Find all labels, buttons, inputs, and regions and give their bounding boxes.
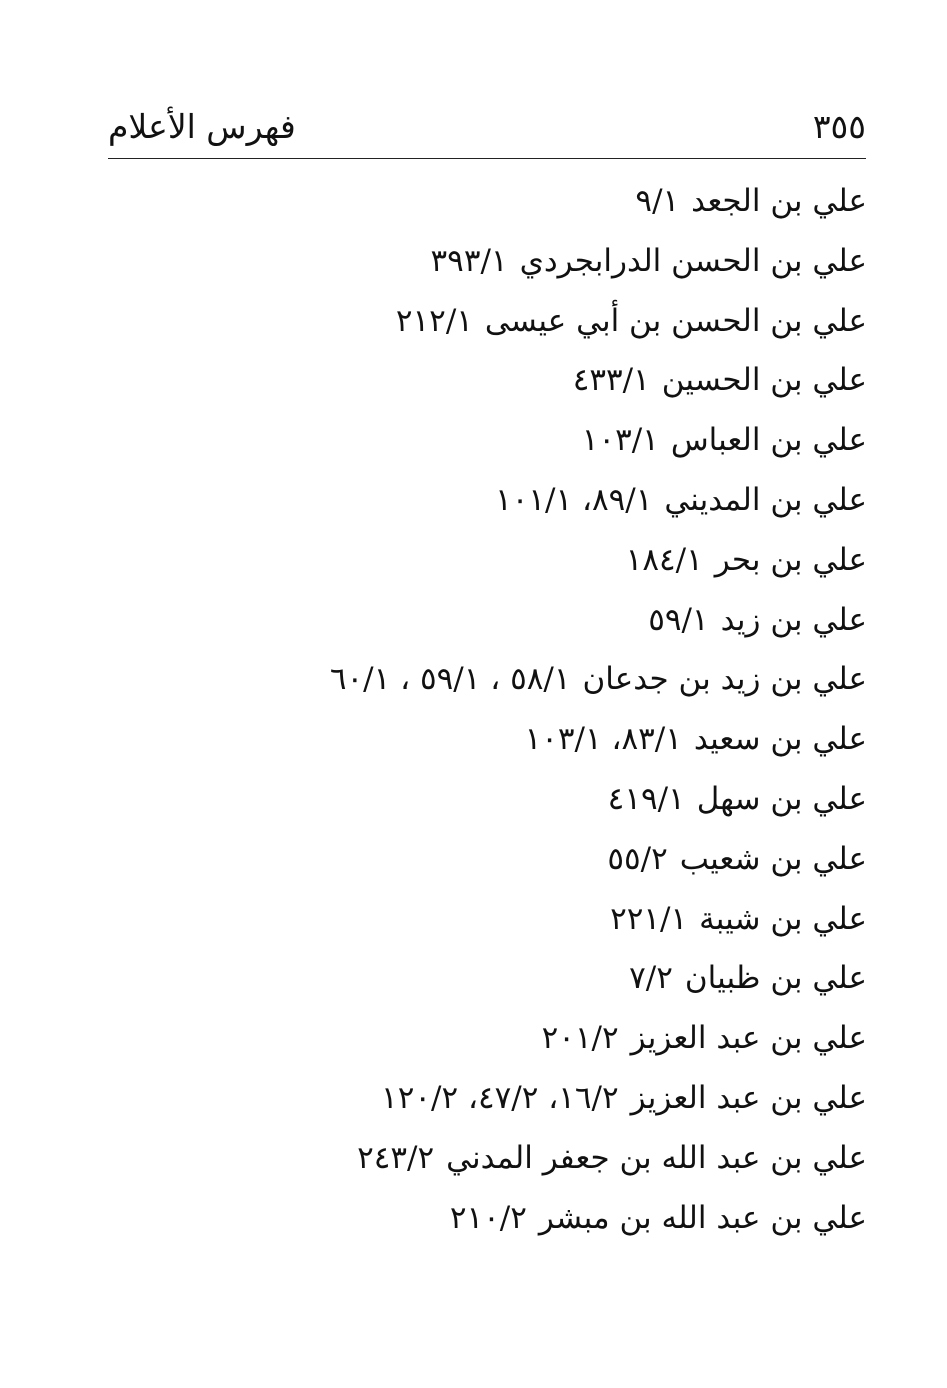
entry-name: علي بن عبد الله بن مبشر <box>538 1199 867 1236</box>
index-entry <box>107 292 867 352</box>
entry-name: علي بن سهل <box>696 780 867 817</box>
entry-refs: ١٦/٢، ٤٧/٢، ١٢٠/٢ <box>381 1079 619 1116</box>
index-entry <box>107 471 867 531</box>
index-entry <box>107 770 867 830</box>
entry-name: علي بن عبد العزيز <box>630 1020 867 1057</box>
entry-refs: ٩/١ <box>635 183 680 219</box>
entry-refs: ٨٣/١، ١٠٣/١ <box>524 721 682 758</box>
index-entry <box>107 650 867 710</box>
index-entry <box>107 351 867 411</box>
index-entry <box>107 1009 867 1069</box>
header-rule <box>108 158 866 159</box>
index-entry <box>107 411 867 471</box>
index-entry <box>107 232 867 292</box>
entry-refs: ٢١٠/٢ <box>449 1199 527 1236</box>
entry-refs: ٢٠١/٢ <box>541 1020 619 1057</box>
entry-name: علي بن بحر <box>714 541 867 578</box>
entry-refs: ٢٢١/١ <box>610 900 688 937</box>
entry-refs: ٢١٢/١ <box>395 302 473 339</box>
index-entry <box>107 890 867 950</box>
entry-refs: ٥٥/٢ <box>607 840 668 877</box>
entry-name: علي بن زيد بن جدعان <box>582 661 867 698</box>
entry-refs: ٨٩/١، ١٠١/١ <box>495 481 653 518</box>
entry-name: علي بن الحسن بن أبي عيسى <box>484 302 867 339</box>
entry-name: علي بن شعيب <box>679 840 867 877</box>
entry-refs: ٥٩/١ <box>648 601 709 638</box>
entry-refs: ١٠٣/١ <box>581 422 659 459</box>
entry-name: علي بن الحسين <box>661 362 867 399</box>
index-entry <box>107 531 867 591</box>
entry-name: علي بن سعيد <box>693 721 867 758</box>
page-number: ٣٥٥ <box>812 107 866 146</box>
entry-name: علي بن الجعد <box>691 183 867 219</box>
index-entries <box>107 172 867 1248</box>
entry-refs: ٣٩٣/١ <box>430 242 508 279</box>
index-entry <box>107 1189 867 1249</box>
index-title: فهرس الأعلام <box>108 107 296 146</box>
index-entry <box>107 1069 867 1129</box>
index-entry <box>107 949 867 1009</box>
page-header <box>108 100 866 154</box>
entry-name: علي بن المديني <box>664 481 867 518</box>
entry-refs: ٢٤٣/٢ <box>357 1139 435 1176</box>
entry-refs: ٥٨/١ ، ٥٩/١ ، ٦٠/١ <box>329 661 571 698</box>
entry-refs: ٧/٢ <box>629 960 673 997</box>
index-entry <box>107 710 867 770</box>
entry-refs: ٤٣٣/١ <box>572 362 650 399</box>
entry-refs: ٤١٩/١ <box>607 780 685 817</box>
entry-name: علي بن الحسن الدرابجردي <box>519 242 867 279</box>
entry-name: علي بن عبد الله بن جعفر المدني <box>446 1139 867 1176</box>
entry-name: علي بن ظبيان <box>684 960 867 997</box>
index-entry <box>107 172 867 232</box>
index-entry <box>107 1129 867 1189</box>
entry-refs: ١٨٤/١ <box>625 541 703 578</box>
entry-name: علي بن شيبة <box>699 900 867 937</box>
index-entry <box>107 591 867 651</box>
index-entry <box>107 830 867 890</box>
entry-name: علي بن العباس <box>670 422 867 459</box>
entry-name: علي بن عبد العزيز <box>630 1079 867 1116</box>
entry-name: علي بن زيد <box>720 601 867 638</box>
